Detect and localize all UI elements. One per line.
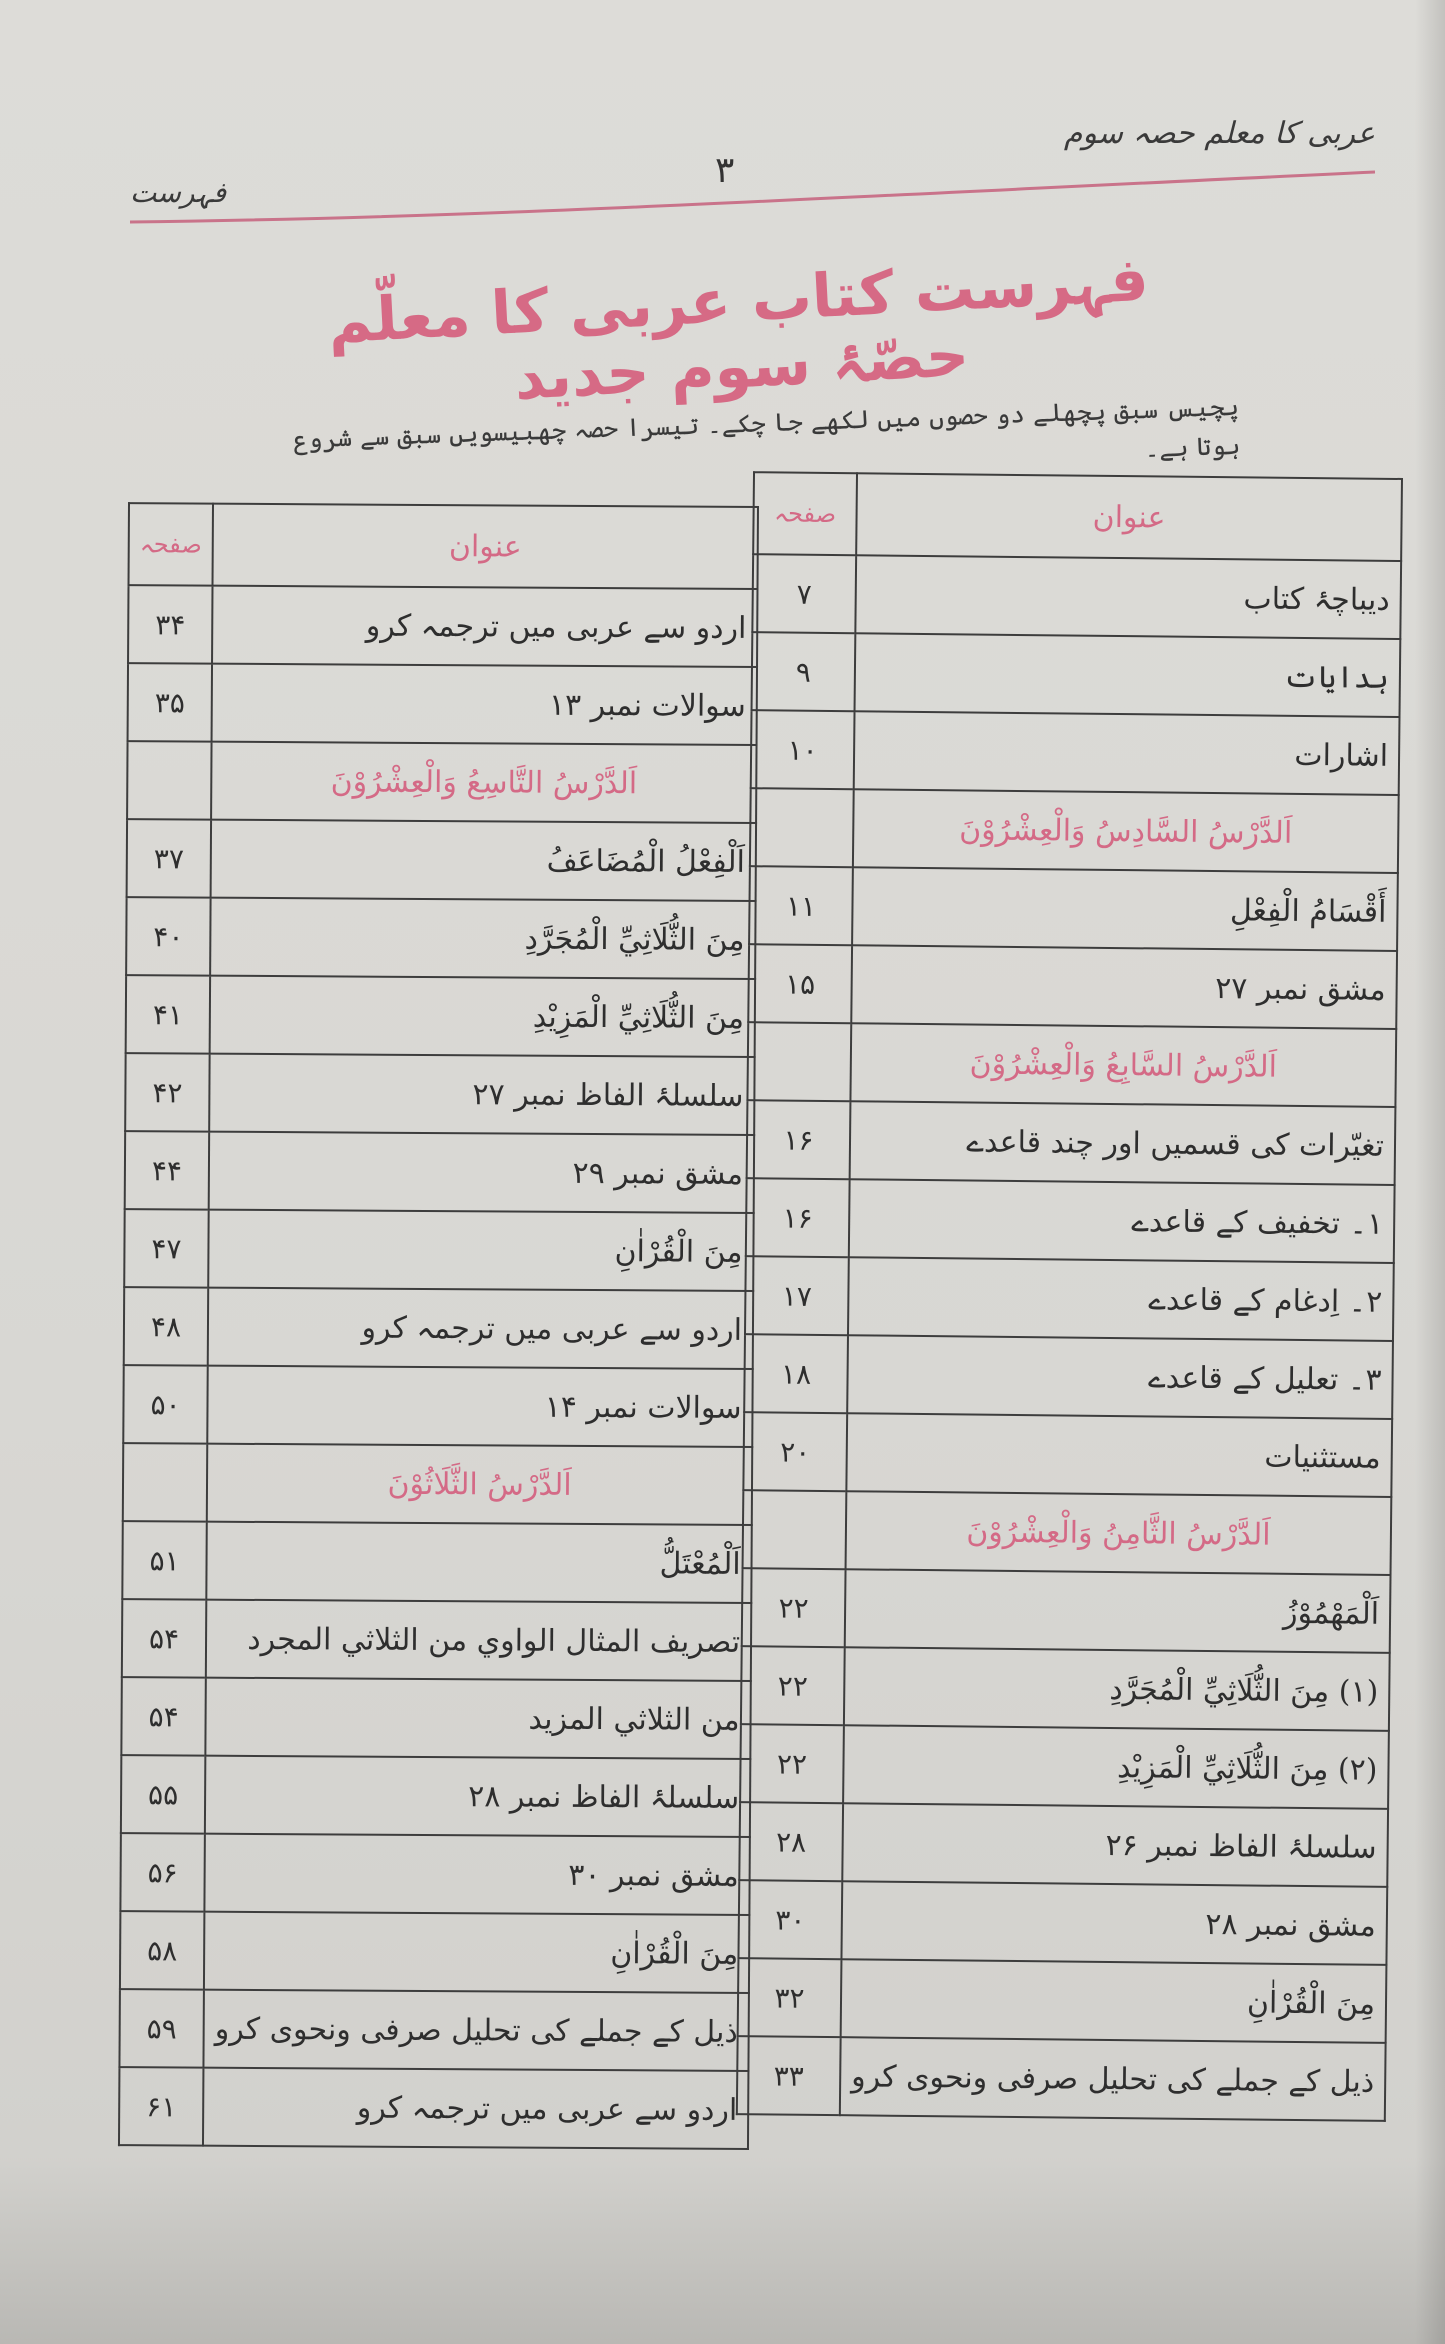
table-row — [119, 1989, 749, 2071]
column-header-title: عنوان — [213, 504, 759, 589]
entry-page-number: ۵۵ — [121, 1755, 206, 1834]
entry-page-number — [743, 1490, 847, 1569]
table-row — [751, 710, 1400, 795]
column-header-title: عنوان — [856, 473, 1402, 561]
entry-title: اردو سے عربی میں ترجمہ کرو — [208, 1288, 753, 1369]
entry-page-number: ۲۲ — [740, 1724, 844, 1803]
table-row — [125, 1053, 755, 1135]
entry-title: اردو سے عربی میں ترجمہ کرو — [203, 2068, 748, 2149]
entry-title: (۱) مِنَ الثُّلَاثِيِّ الْمُجَرَّدِ — [844, 1647, 1390, 1731]
entry-title: مِنَ الثُّلَاثِيِّ الْمَزِيْدِ — [210, 976, 755, 1057]
column-header-page: صفحہ — [753, 472, 857, 555]
entry-page-number: ۳۵ — [128, 663, 213, 742]
entry-title: أَقْسَامُ الْفِعْلِ — [852, 867, 1398, 951]
table-row — [120, 1833, 750, 1915]
entry-title: تغیّرات کی قسمیں اور چند قاعدے — [850, 1101, 1396, 1185]
entry-title: مِنَ الثُّلَاثِيِّ الْمُجَرَّدِ — [210, 898, 755, 979]
entry-title: اَلْمُعْتَلُّ — [206, 1522, 751, 1603]
entry-title: مِنَ الْقُرْاٰنِ — [841, 1959, 1387, 2043]
entry-page-number: ۳۳ — [737, 2036, 841, 2115]
table-row — [752, 632, 1401, 717]
toc-table-right-body — [737, 554, 1401, 2121]
entry-page-number: ۲۲ — [741, 1646, 845, 1725]
table-row — [127, 819, 757, 901]
table-row — [737, 2036, 1386, 2121]
table-row — [122, 1521, 752, 1603]
entry-title: سوالات نمبر ۱۳ — [212, 664, 757, 745]
table-row — [749, 866, 1398, 951]
entry-page-number: ۵۰ — [123, 1365, 208, 1444]
entry-page-number: ۴۴ — [125, 1131, 210, 1210]
entry-page-number: ۵۱ — [122, 1521, 207, 1600]
lesson-heading-row — [127, 741, 757, 823]
table-row — [752, 554, 1401, 639]
table-row — [126, 975, 756, 1057]
entry-title: ۱۔ تخفیف کے قاعدے — [849, 1179, 1395, 1263]
entry-title: اشارات — [854, 711, 1400, 795]
page-subtitle: پچیس سبق پچھلے دو حصوں میں لکھے جا چکے۔ تیسرا حصہ چھبیسویں سبق سے شروع ہوتا ہے۔ — [292, 391, 1241, 463]
table-row — [738, 1880, 1387, 1965]
table-row — [126, 897, 756, 979]
entry-page-number: ۲۸ — [739, 1802, 843, 1881]
entry-title: اَلْفِعْلُ الْمُضَاعَفُ — [211, 820, 756, 901]
entry-title: ۳۔ تعلیل کے قاعدے — [847, 1335, 1393, 1419]
entry-page-number: ۲۲ — [742, 1568, 846, 1647]
entry-page-number: ۱۱ — [749, 866, 853, 945]
lesson-heading: اَلدَّرْسُ التَّاسِعُ وَالْعِشْرُوْنَ — [211, 742, 756, 823]
entry-title: مشق نمبر ۲۹ — [209, 1132, 754, 1213]
entry-page-number: ۴۷ — [124, 1209, 209, 1288]
table-row — [746, 1178, 1395, 1263]
table-row — [745, 1256, 1394, 1341]
lesson-heading-row — [750, 788, 1399, 873]
entry-page-number: ۵۶ — [120, 1833, 205, 1912]
entry-title: سلسلۂ الفاظ نمبر ۲۷ — [209, 1054, 754, 1135]
entry-page-number: ۳۷ — [127, 819, 212, 898]
table-row — [128, 585, 758, 667]
entry-page-number: ۳۰ — [738, 1880, 842, 1959]
running-header-book-name: عربی کا معلم حصہ سوم — [1063, 116, 1375, 151]
lesson-heading-row — [747, 1022, 1396, 1107]
table-row — [124, 1287, 754, 1369]
entry-title: ذیل کے جملے کی تحلیل صرفی ونحوی کرو — [204, 1990, 749, 2071]
table-row — [125, 1131, 755, 1213]
entry-page-number: ۱۶ — [746, 1178, 850, 1257]
entry-page-number: ۹ — [752, 632, 856, 711]
table-row — [747, 1100, 1396, 1185]
entry-page-number: ۱۵ — [748, 944, 852, 1023]
entry-title: اَلْمَهْمُوْزُ — [845, 1569, 1391, 1653]
page-title: فہرست کتاب عربی کا معلّم حصّۂ سوم جدید — [326, 244, 1151, 414]
entry-page-number: ۵۹ — [119, 1989, 204, 2068]
lesson-heading: اَلدَّرْسُ السَّادِسُ وَالْعِشْرُوْنَ — [853, 789, 1399, 873]
table-row — [128, 663, 758, 745]
table-row — [122, 1599, 752, 1681]
entry-title: ہدایات — [854, 633, 1400, 717]
entry-page-number: ۳۲ — [738, 1958, 842, 2037]
table-row — [739, 1802, 1388, 1887]
entry-page-number: ۴۰ — [126, 897, 211, 976]
lesson-heading-row — [743, 1490, 1392, 1575]
entry-page-number: ۷ — [752, 554, 856, 633]
entry-page-number: ۳۴ — [128, 585, 213, 664]
entry-title: سوالات نمبر ۱۴ — [207, 1366, 752, 1447]
entry-page-number: ۱۸ — [744, 1334, 848, 1413]
table-row — [119, 2067, 749, 2149]
entry-page-number — [750, 788, 854, 867]
lesson-heading: اَلدَّرْسُ الثَّلَاثُوْنَ — [207, 1444, 752, 1525]
entry-page-number: ۱۰ — [751, 710, 855, 789]
entry-title: مشق نمبر ۲۸ — [841, 1881, 1387, 1965]
table-row — [738, 1958, 1387, 2043]
toc-table-right — [736, 471, 1403, 2122]
entry-page-number: ۶۱ — [119, 2067, 204, 2146]
table-row — [741, 1646, 1390, 1731]
lesson-heading-row — [123, 1443, 753, 1525]
entry-page-number: ۴۲ — [125, 1053, 210, 1132]
header-divider-rule — [130, 170, 1375, 230]
column-header-page: صفحہ — [129, 503, 214, 586]
entry-page-number — [127, 741, 212, 820]
lesson-heading: اَلدَّرْسُ الثَّامِنُ وَالْعِشْرُوْنَ — [846, 1491, 1392, 1575]
table-row — [744, 1334, 1393, 1419]
table-row — [742, 1568, 1391, 1653]
entry-title: مشق نمبر ۲۷ — [851, 945, 1397, 1029]
table-row — [748, 944, 1397, 1029]
entry-page-number: ۵۴ — [121, 1677, 206, 1756]
toc-table-left — [118, 502, 759, 2150]
entry-title: دیباچۂ کتاب — [855, 555, 1401, 639]
entry-page-number: ۵۴ — [122, 1599, 207, 1678]
table-header-row — [753, 472, 1402, 561]
running-header-section-name: فہرست — [130, 176, 227, 209]
entry-page-number — [123, 1443, 208, 1522]
entry-page-number: ۲۰ — [743, 1412, 847, 1491]
entry-page-number: ۴۱ — [126, 975, 211, 1054]
entry-title: مستثنیات — [846, 1413, 1392, 1497]
page-number: ۳ — [715, 150, 735, 191]
table-row — [740, 1724, 1389, 1809]
entry-title: تصريف المثال الواوي من الثلاثي المجرد — [206, 1600, 751, 1681]
table-row — [121, 1677, 751, 1759]
table-header-row — [129, 503, 759, 589]
table-row — [743, 1412, 1392, 1497]
entry-title: سلسلۂ الفاظ نمبر ۲۸ — [205, 1756, 750, 1837]
entry-title: ۲۔ اِدغام کے قاعدے — [848, 1257, 1394, 1341]
entry-title: مِنَ الْقُرْاٰنِ — [208, 1210, 753, 1291]
table-row — [121, 1755, 751, 1837]
entry-title: مِنَ الْقُرْاٰنِ — [204, 1912, 749, 1993]
entry-title: (۲) مِنَ الثُّلَاثِيِّ الْمَزِيْدِ — [843, 1725, 1389, 1809]
entry-page-number: ۱۷ — [745, 1256, 849, 1335]
entry-title: اردو سے عربی میں ترجمہ کرو — [212, 586, 757, 667]
entry-page-number — [747, 1022, 851, 1101]
toc-table-left-body — [119, 585, 758, 2149]
table-row — [124, 1209, 754, 1291]
entry-page-number: ۱۶ — [747, 1100, 851, 1179]
entry-title: ذیل کے جملے کی تحلیل صرفی ونحوی کرو — [840, 2037, 1386, 2121]
entry-title: سلسلۂ الفاظ نمبر ۲۶ — [842, 1803, 1388, 1887]
entry-page-number: ۴۸ — [124, 1287, 209, 1366]
entry-title: من الثلاثي المزيد — [205, 1678, 750, 1759]
table-row — [120, 1911, 750, 1993]
entry-page-number: ۵۸ — [120, 1911, 205, 1990]
entry-title: مشق نمبر ۳۰ — [204, 1834, 749, 1915]
table-row — [123, 1365, 753, 1447]
lesson-heading: اَلدَّرْسُ السَّابِعُ وَالْعِشْرُوْنَ — [850, 1023, 1396, 1107]
